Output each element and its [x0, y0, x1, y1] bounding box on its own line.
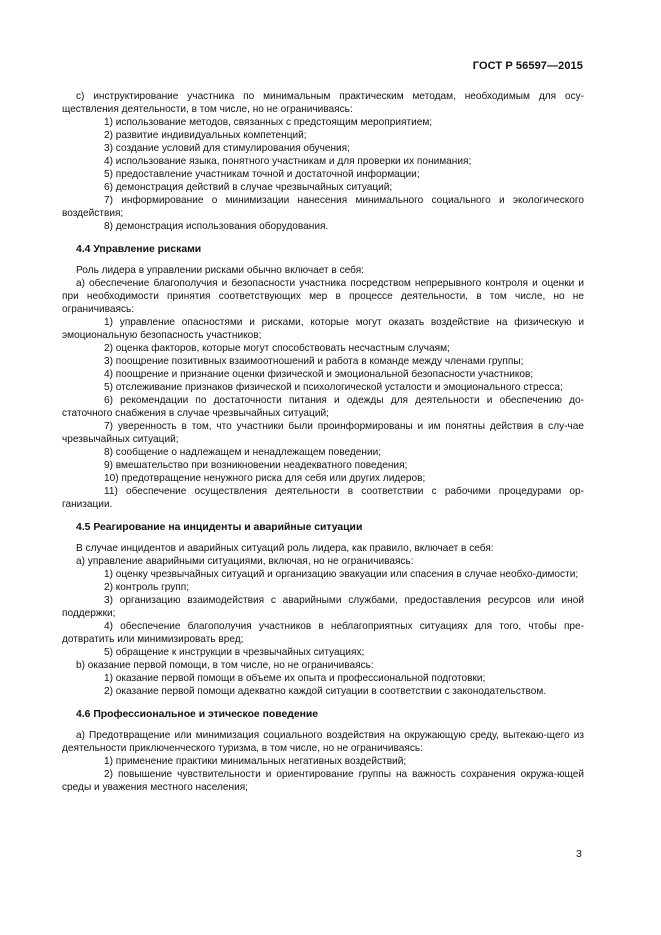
list-subitem: c) инструктирование участника по минимальным практическим методам, необходимым для осу-ществления деятельности, в том числе, но не ограничиваясь:	[62, 91, 584, 115]
list-item: 2) повышение чувствительности и ориентирование группы на важность сохранения окружа-ющей среды и уважения местного населения;	[62, 769, 584, 793]
list-item: 6) демонстрация действий в случае чрезвычайных ситуаций;	[104, 182, 393, 193]
section-heading: 4.6 Профессиональное и этическое поведение	[76, 709, 319, 720]
list-item: 5) обращение к инструкции в чрезвычайных ситуациях;	[104, 647, 365, 658]
list-item: 9) вмешательство при возникновении неадекватного поведения;	[104, 460, 408, 471]
list-item: 5) отслеживание признаков физической и психологической усталости и эмоционального стресса;	[104, 382, 563, 393]
list-item: 1) применение практики минимальных негативных воздействий;	[104, 756, 407, 767]
list-subitem: a) управление аварийными ситуациями, включая, но не ограничиваясь:	[76, 556, 414, 567]
list-item: 4) обеспечение благополучия участников в неблагоприятных ситуациях для того, чтобы пре-дотвратить или минимизировать вред;	[62, 621, 584, 645]
list-item: 3) поощрение позитивных взаимоотношений и работа в команде между членами группы;	[104, 356, 524, 367]
list-item: 1) оценку чрезвычайных ситуаций и организацию эвакуации или спасения в случае необхо-димости;	[104, 569, 579, 580]
list-item: 8) демонстрация использования оборудования.	[104, 221, 329, 232]
list-item: 2) развитие индивидуальных компетенций;	[104, 130, 307, 141]
list-item: 2) оказание первой помощи адекватно каждой ситуации в соответствии с законодательством.	[104, 686, 547, 697]
list-item: 7) информирование о минимизации нанесения минимального социального и экологического воздействия;	[62, 195, 584, 219]
document-body	[62, 90, 584, 794]
list-subitem: a) Предотвращение или минимизация социального воздействия на окружающую среду, вытекаю-щего из деятельности приключенческого туризма, в том числе, но не ограничиваясь:	[62, 730, 584, 754]
list-subitem: b) оказание первой помощи, в том числе, но не ограничиваясь:	[76, 660, 374, 671]
list-subitem: a) обеспечение благополучия и безопасности участника посредством непрерывного контроля и оценки и при необходимости принятия соответствующих мер в процессе деятельности, в том числе, но не ограничиваясь:	[62, 278, 584, 315]
list-item: 4) использование языка, понятного участникам и для проверки их понимания;	[104, 156, 472, 167]
list-item: 2) контроль групп;	[104, 582, 190, 593]
list-item: 1) оказание первой помощи в объеме их опыта и профессиональной подготовки;	[104, 673, 486, 684]
list-item: 11) обеспечение осуществления деятельности в соответствии с рабочими процедурами ор-ганизации.	[62, 486, 584, 510]
list-item: 7) уверенность в том, что участники были проинформированы и им понятны действия в слу-чае чрезвычайных ситуаций;	[62, 421, 584, 445]
list-item: 8) сообщение о надлежащем и ненадлежащем поведении;	[104, 447, 382, 458]
page-number: 3	[576, 848, 582, 860]
list-item: 3) создание условий для стимулирования обучения;	[104, 143, 350, 154]
paragraph: Роль лидера в управлении рисками обычно включает в себя:	[76, 265, 364, 276]
list-item: 5) предоставление участникам точной и достаточной информации;	[104, 169, 420, 180]
document-id: ГОСТ Р 56597—2015	[472, 60, 583, 72]
list-item: 6) рекомендации по достаточности питания и одежды для деятельности и обеспечению до-статочного снабжения в случае чрезвычайных ситуаций;	[62, 395, 584, 419]
section-heading: 4.5 Реагирование на инциденты и аварийные ситуации	[76, 522, 363, 533]
section-heading: 4.4 Управление рисками	[76, 244, 202, 255]
list-item: 4) поощрение и признание оценки физической и эмоциональной безопасности участников;	[104, 369, 534, 380]
list-item: 10) предотвращение ненужного риска для себя или других лидеров;	[104, 473, 426, 484]
list-item: 2) оценка факторов, которые могут способствовать несчастным случаям;	[104, 343, 450, 354]
list-item: 1) управление опасностями и рисками, которые могут оказать воздействие на физическую и эмоциональную безопасность участников;	[62, 317, 584, 341]
list-item: 3) организацию взаимодействия с аварийными службами, предоставления ресурсов или иной поддержки;	[62, 595, 584, 619]
list-item: 1) использование методов, связанных с предстоящим мероприятием;	[104, 117, 433, 128]
paragraph: В случае инцидентов и аварийных ситуаций роль лидера, как правило, включает в себя:	[76, 543, 494, 554]
